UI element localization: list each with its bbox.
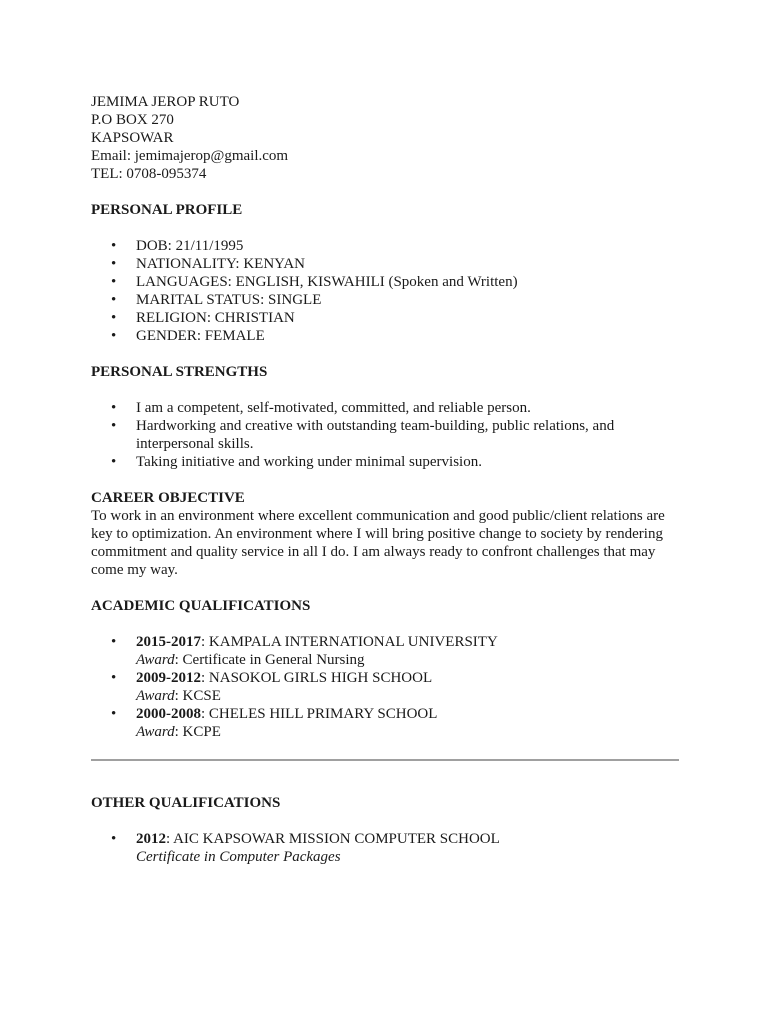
list-item bbox=[91, 633, 679, 669]
list-item: • NATIONALITY: KENYAN bbox=[91, 255, 679, 273]
list-item: • DOB: 21/11/1995 bbox=[91, 237, 679, 255]
list-item: • MARITAL STATUS: SINGLE bbox=[91, 291, 679, 309]
section-heading: CAREER OBJECTIVE bbox=[91, 490, 245, 506]
qualification-years: 2015-2017 bbox=[136, 634, 201, 650]
academic-qualifications-section bbox=[91, 597, 679, 741]
other-qualifications-list bbox=[91, 830, 679, 866]
list-item: • Taking initiative and working under minimal supervision. bbox=[91, 453, 679, 471]
postal-address: P.O BOX 270 bbox=[91, 112, 174, 128]
award-value: : Certificate in General Nursing bbox=[174, 652, 365, 668]
qualification-year: 2012 bbox=[136, 831, 166, 847]
award-value: : KCSE bbox=[174, 688, 221, 704]
section-heading: PERSONAL PROFILE bbox=[91, 202, 243, 218]
list-item bbox=[91, 669, 679, 705]
other-qualifications-section bbox=[91, 794, 679, 866]
list-item bbox=[91, 830, 679, 866]
qualification-institution: : KAMPALA INTERNATIONAL UNIVERSITY bbox=[201, 634, 498, 650]
section-heading: OTHER QUALIFICATIONS bbox=[91, 795, 281, 811]
academic-qualifications-list bbox=[91, 633, 679, 741]
qualification-institution: : AIC KAPSOWAR MISSION COMPUTER SCHOOL bbox=[166, 831, 500, 847]
list-item: • LANGUAGES: ENGLISH, KISWAHILI (Spoken and Written) bbox=[91, 273, 679, 291]
contact-block bbox=[91, 93, 679, 183]
career-objective-section bbox=[91, 489, 679, 579]
list-item bbox=[91, 705, 679, 741]
applicant-name: JEMIMA JEROP RUTO bbox=[91, 94, 240, 110]
section-heading: PERSONAL STRENGTHS bbox=[91, 364, 268, 380]
award-label: Award bbox=[136, 688, 175, 704]
list-item: • I am a competent, self-motivated, committed, and reliable person. bbox=[91, 399, 679, 417]
personal-strengths-section bbox=[91, 363, 679, 471]
award-value: : KCPE bbox=[174, 724, 221, 740]
personal-profile-section bbox=[91, 201, 679, 345]
career-objective-text: To work in an environment where excellent communication and good public/client relations are key to optimization. An environment where I will bring positive change to society by rendering commitment and quality service in all I do. I am always ready to confront challenges that may come my way. bbox=[91, 508, 665, 578]
list-item: • RELIGION: CHRISTIAN bbox=[91, 309, 679, 327]
award-label: Award bbox=[136, 724, 175, 740]
resume-page bbox=[91, 93, 679, 866]
list-item: • GENDER: FEMALE bbox=[91, 327, 679, 345]
personal-profile-list bbox=[91, 237, 679, 345]
award-label: Award bbox=[136, 652, 175, 668]
list-item: • Hardworking and creative with outstanding team-building, public relations, and interpersonal skills. bbox=[91, 417, 679, 453]
section-heading: ACADEMIC QUALIFICATIONS bbox=[91, 598, 311, 614]
qualification-years: 2000-2008 bbox=[136, 706, 201, 722]
town: KAPSOWAR bbox=[91, 130, 174, 146]
personal-strengths-list bbox=[91, 399, 679, 471]
telephone: TEL: 0708-095374 bbox=[91, 166, 207, 182]
qualification-years: 2009-2012 bbox=[136, 670, 201, 686]
qualification-institution: : NASOKOL GIRLS HIGH SCHOOL bbox=[201, 670, 433, 686]
qualification-institution: : CHELES HILL PRIMARY SCHOOL bbox=[201, 706, 438, 722]
certificate-name: Certificate in Computer Packages bbox=[136, 849, 341, 865]
email: Email: jemimajerop@gmail.com bbox=[91, 148, 289, 164]
